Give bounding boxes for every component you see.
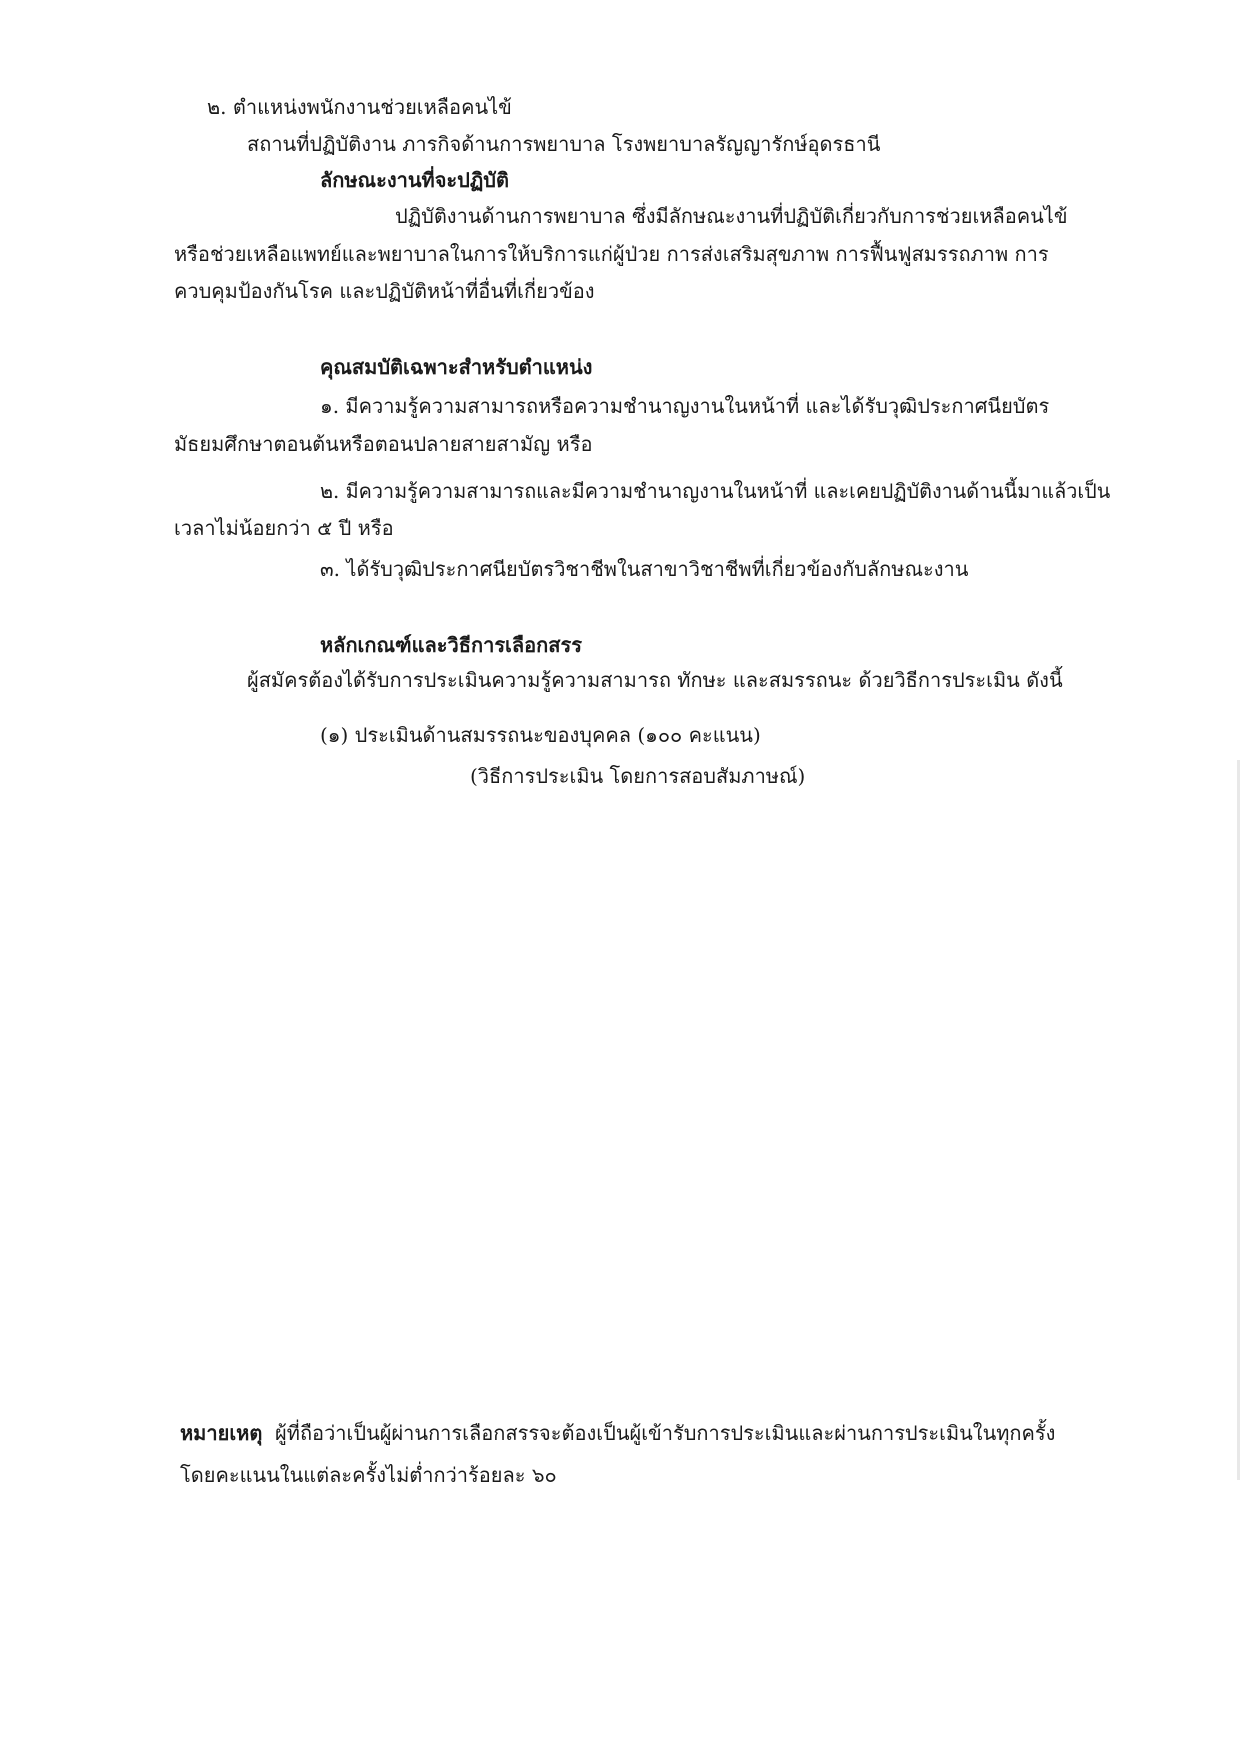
qualifications-title: คุณสมบัติเฉพาะสำหรับตำแหน่ง <box>320 355 593 379</box>
job-nature-title: ลักษณะงานที่จะปฏิบัติ <box>320 168 509 192</box>
selection-intro: ผู้สมัครต้องได้รับการประเมินความรู้ความสามารถ ทักษะ และสมรรถนะ ด้วยวิธีการประเมิน ดังนี้ <box>247 668 1063 692</box>
selection-title: หลักเกณฑ์และวิธีการเลือกสรร <box>320 633 582 657</box>
job-nature-line-2: หรือช่วยเหลือแพทย์และพยาบาลในการให้บริการแก่ผู้ป่วย การส่งเสริมสุขภาพ การฟื้นฟูสมรรถภาพ การ <box>174 242 1049 266</box>
job-nature-line-1: ปฏิบัติงานด้านการพยาบาล ซึ่งมีลักษณะงานที่ปฏิบัติเกี่ยวกับการช่วยเหลือคนไข้ <box>395 204 1068 228</box>
workplace-line: สถานที่ปฏิบัติงาน ภารกิจด้านการพยาบาล โรงพยาบาลรัญญารักษ์อุดรธานี <box>247 132 881 156</box>
qualification-1-line-1: ๑. มีความรู้ความสามารถหรือความชำนาญงานในหน้าที่ และได้รับวุฒิประกาศนียบัตร <box>320 394 1050 418</box>
note-text-1: ผู้ที่ถือว่าเป็นผู้ผ่านการเลือกสรรจะต้องเป็นผู้เข้ารับการประเมินและผ่านการประเมินในทุกครั้ง <box>275 1421 1056 1445</box>
note-line-1 <box>180 1423 1055 1443</box>
position-heading: ๒. ตำแหน่งพนักงานช่วยเหลือคนไข้ <box>207 95 512 119</box>
note-line-2: โดยคะแนนในแต่ละครั้งไม่ต่ำกว่าร้อยละ ๖๐ <box>180 1463 557 1487</box>
qualification-3: ๓. ได้รับวุฒิประกาศนียบัตรวิชาชีพในสาขาวิชาชีพที่เกี่ยวข้องกับลักษณะงาน <box>320 557 969 581</box>
qualification-2-line-1: ๒. มีความรู้ความสามารถและมีความชำนาญงานในหน้าที่ และเคยปฏิบัติงานด้านนี้มาแล้วเป็น <box>320 479 1111 503</box>
job-nature-line-3: ควบคุมป้องกันโรค และปฏิบัติหน้าที่อื่นที่เกี่ยวข้อง <box>174 279 595 303</box>
qualification-1-line-2: มัธยมศึกษาตอนต้นหรือตอนปลายสายสามัญ หรือ <box>174 432 593 456</box>
selection-criterion: (๑) ประเมินด้านสมรรถนะของบุคคล (๑๐๐ คะแนน) <box>320 723 761 747</box>
selection-method: (วิธีการประเมิน โดยการสอบสัมภาษณ์) <box>470 764 806 788</box>
note-label: หมายเหตุ <box>180 1421 263 1445</box>
qualification-2-line-2: เวลาไม่น้อยกว่า ๕ ปี หรือ <box>174 516 394 540</box>
